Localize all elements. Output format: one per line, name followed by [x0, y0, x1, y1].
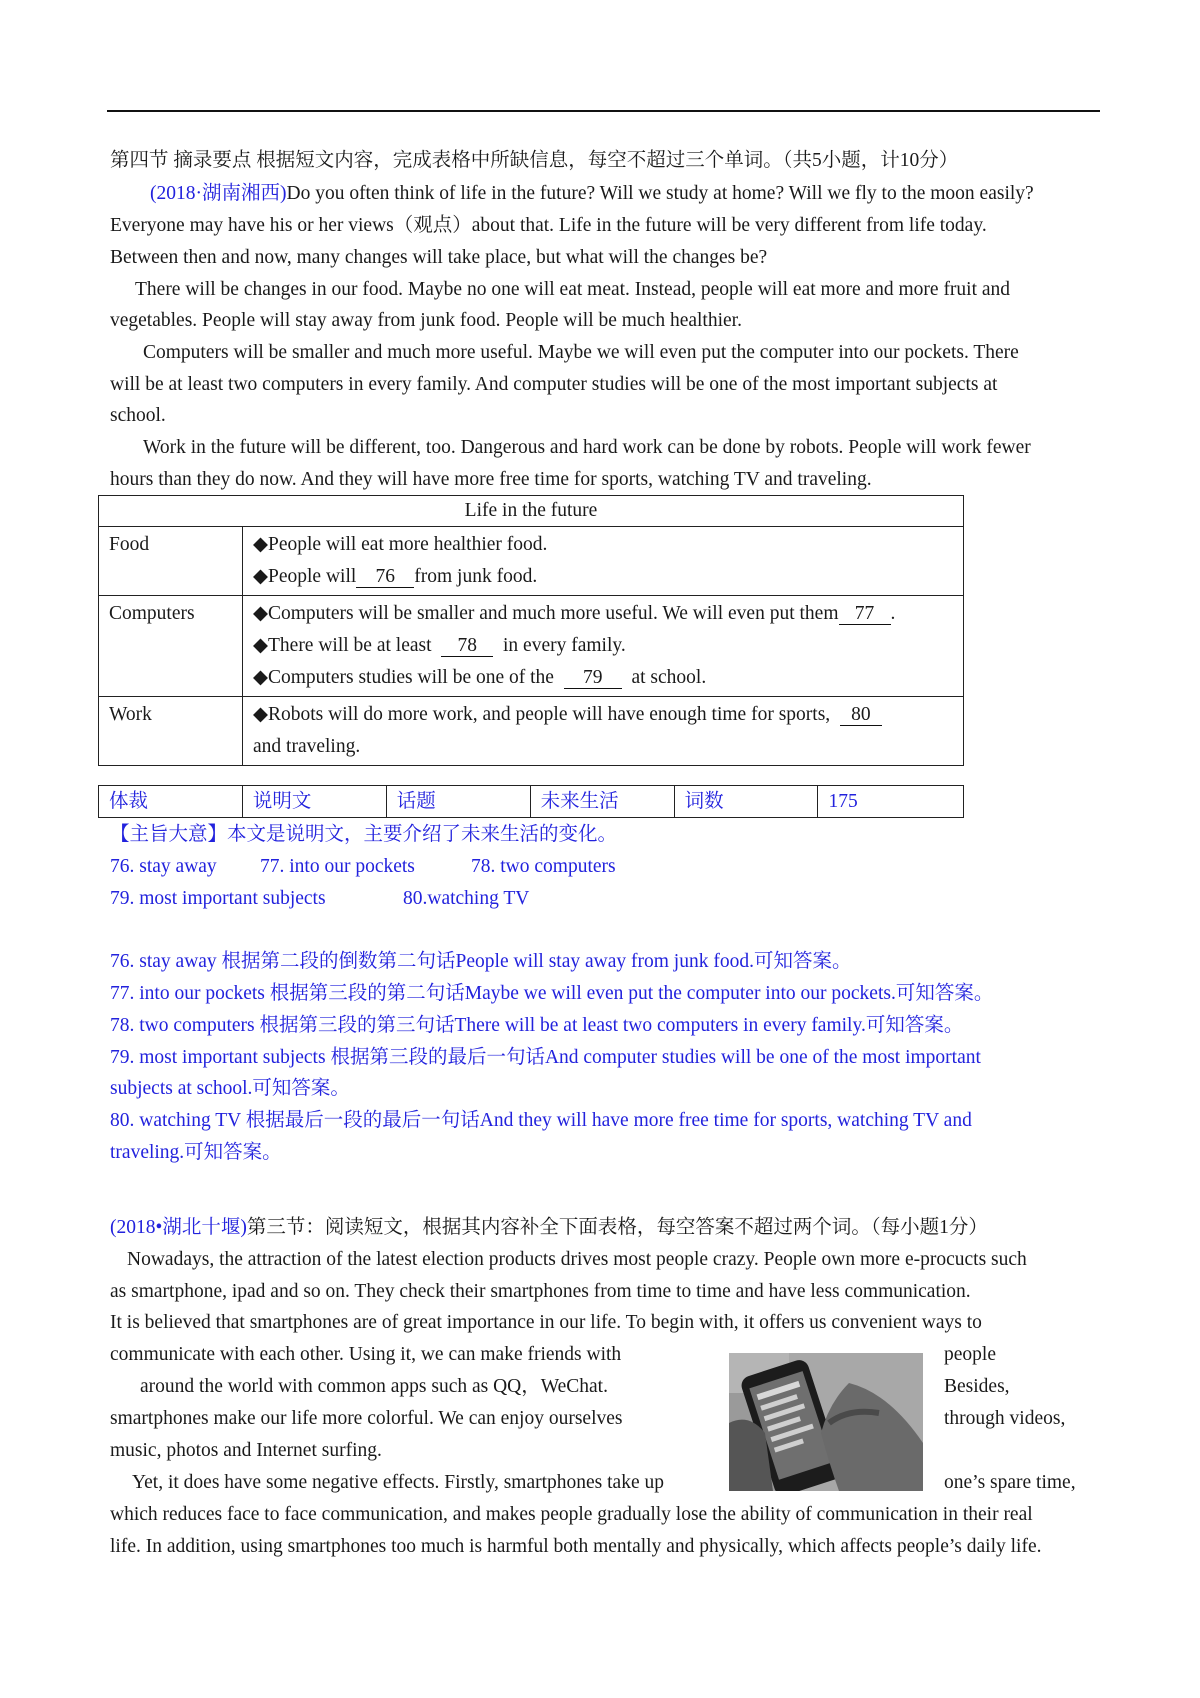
passage2-line-7: music, photos and Internet surfing. [110, 1440, 382, 1461]
passage2-line-8-right: one’s spare time, [944, 1472, 1076, 1493]
passage1-source: (2018·湖南湘西) [150, 183, 287, 204]
passage2-heading: (2018•湖北十堰)第三节：阅读短文，根据其内容补全下面表格，每空答案不超过两个词。（每小题1分） [110, 1217, 988, 1238]
table-row-food [99, 527, 964, 596]
smartphone-in-hand-image [729, 1353, 923, 1491]
table-row-computers [99, 596, 964, 697]
passage1-line-9: Work in the future will be different, too. Dangerous and hard work can be done by robots. People will work fewer [143, 437, 1031, 458]
passage2-line-4: communicate with each other. Using it, we can make friends with [110, 1344, 622, 1365]
passage2-line-5-right: Besides, [944, 1376, 1010, 1397]
passage1-line-10: hours than they do now. And they will have more free time for sports, watching TV and traveling. [110, 469, 872, 490]
passage2-line-2: as smartphone, ipad and so on. They check their smartphones from time to time and have less communication. [110, 1281, 971, 1302]
passage-info-table [98, 785, 964, 818]
header-rule [107, 110, 1100, 112]
info-genre-label: 体裁 [99, 786, 243, 818]
explanation-76: 76. stay away 根据第二段的倒数第二句话People will stay away from junk food.可知答案。 [110, 951, 852, 972]
passage2-line-9: which reduces face to face communication, and makes people gradually lose the ability of communication in their real [110, 1504, 1033, 1525]
passage2-line-8: Yet, it does have some negative effects. Firstly, smartphones take up [132, 1472, 664, 1493]
answer-78: 78. two computers [471, 856, 616, 877]
explanation-80-cont: traveling.可知答案。 [110, 1142, 282, 1163]
explanation-78: 78. two computers 根据第三段的第三句话There will be at least two computers in every family.可知答案。 [110, 1015, 964, 1036]
info-genre-value: 说明文 [242, 786, 386, 818]
row-label-computers: Computers [99, 596, 243, 697]
blank-76: 76 [356, 567, 414, 588]
info-topic-value: 未来生活 [530, 786, 674, 818]
explanation-79: 79. most important subjects 根据第三段的最后一句话And computer studies will be one of the most important [110, 1047, 981, 1068]
answer-76: 76. stay away [110, 856, 217, 877]
passage2-line-6: smartphones make our life more colorful. We can enjoy ourselves [110, 1408, 623, 1429]
work-cell: ◆Robots will do more work, and people will have enough time for sports, 80 and traveling. [243, 697, 964, 766]
explanation-80: 80. watching TV 根据最后一段的最后一句话And they will have more free time for sports, watching TV and [110, 1110, 972, 1131]
life-in-future-table [98, 495, 964, 766]
explanation-79-cont: subjects at school.可知答案。 [110, 1078, 350, 1099]
answer-80: 80.watching TV [403, 888, 530, 909]
passage1-line-3: Between then and now, many changes will take place, but what will the changes be? [110, 247, 768, 268]
passage1-line-8: school. [110, 405, 166, 426]
answer-77: 77. into our pockets [260, 856, 415, 877]
row-label-work: Work [99, 697, 243, 766]
table-row-work [99, 697, 964, 766]
passage1-line-5: vegetables. People will stay away from junk food. People will be much healthier. [110, 310, 742, 331]
section-instruction: 第四节 摘录要点 根据短文内容，完成表格中所缺信息，每空不超过三个单词。（共5小题，计10分） [110, 150, 959, 171]
passage1-line-1: (2018·湖南湘西)Do you often think of life in the future? Will we study at home? Will we fly to the moon easily? [150, 183, 1034, 204]
smartphone-photo [729, 1353, 923, 1491]
passage2-line-6-right: through videos, [944, 1408, 1066, 1429]
table-title: Life in the future [99, 496, 964, 527]
computers-cell: ◆Computers will be smaller and much more useful. We will even put them 77 . ◆There will be at least 78 in every family. ◆Computers studies will be one of the 79 at school. [243, 596, 964, 697]
blank-77: 77 [839, 604, 891, 625]
row-label-food: Food [99, 527, 243, 596]
passage1-line-2: Everyone may have his or her views（观点）about that. Life in the future will be very different from life today. [110, 215, 987, 236]
passage1-line-6: Computers will be smaller and much more useful. Maybe we will even put the computer into our pockets. There [143, 342, 1019, 363]
passage2-source: (2018•湖北十堰) [110, 1217, 247, 1238]
blank-78: 78 [441, 636, 493, 657]
info-wordcount-value: 175 [818, 786, 964, 818]
answer-79: 79. most important subjects [110, 888, 326, 909]
summary: 【主旨大意】本文是说明文，主要介绍了未来生活的变化。 [110, 824, 618, 845]
explanation-77: 77. into our pockets 根据第三段的第二句话Maybe we will even put the computer into our pockets.可知答案。 [110, 983, 994, 1004]
blank-79: 79 [564, 668, 622, 689]
passage2-line-10: life. In addition, using smartphones too much is harmful both mentally and physically, which affects people’s daily life. [110, 1536, 1042, 1557]
info-wordcount-label: 词数 [674, 786, 818, 818]
info-topic-label: 话题 [386, 786, 530, 818]
passage1-line-7: will be at least two computers in every family. And computer studies will be one of the most important subjects at [110, 374, 998, 395]
passage2-line-3: It is believed that smartphones are of great importance in our life. To begin with, it offers us convenient ways to [110, 1312, 982, 1333]
passage1-line-4: There will be changes in our food. Maybe no one will eat meat. Instead, people will eat more and more fruit and [135, 279, 1011, 300]
food-cell: ◆People will eat more healthier food. ◆People will 76 from junk food. [243, 527, 964, 596]
passage2-line-1: Nowadays, the attraction of the latest election products drives most people crazy. People own more e-procucts such [127, 1249, 1027, 1270]
passage2-line-4-right: people [944, 1344, 996, 1365]
blank-80: 80 [840, 705, 882, 726]
passage2-line-5: around the world with common apps such as QQ，WeChat. [140, 1376, 608, 1397]
